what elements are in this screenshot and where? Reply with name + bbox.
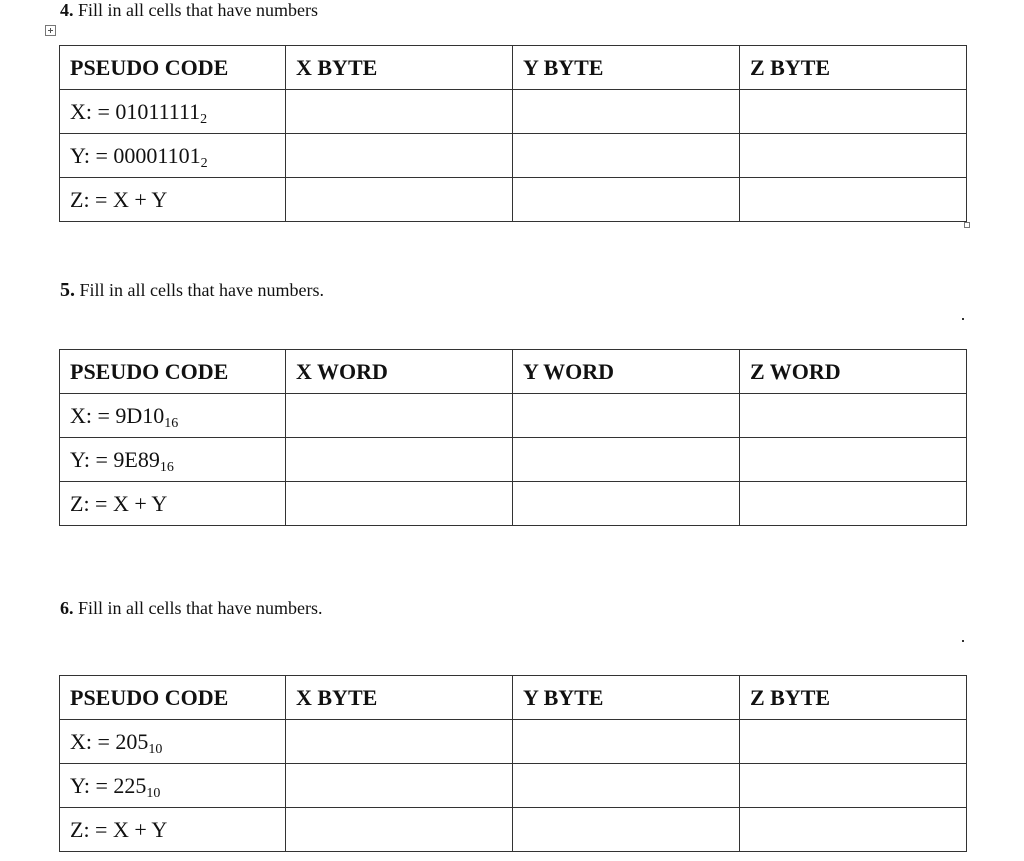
question-number: 6. xyxy=(60,598,74,618)
answer-cell-z[interactable] xyxy=(740,438,967,482)
answer-cell-z[interactable] xyxy=(740,808,967,852)
question-5-heading xyxy=(60,279,324,302)
answer-cell-z[interactable] xyxy=(740,90,967,134)
expression: X: = 9D10 xyxy=(70,402,165,428)
answer-cell-z[interactable] xyxy=(740,764,967,808)
table-row xyxy=(60,178,967,222)
question-number: 4. xyxy=(60,0,74,20)
table-q6 xyxy=(59,675,967,852)
answer-cell-y[interactable] xyxy=(513,764,740,808)
base-subscript: 2 xyxy=(200,111,208,127)
base-subscript: 16 xyxy=(159,459,174,475)
answer-cell-y[interactable] xyxy=(513,394,740,438)
header-x: X BYTE xyxy=(286,676,513,720)
expression: Y: = 225 xyxy=(70,772,147,798)
pseudo-code-cell xyxy=(60,178,286,222)
expression: Z: = X + Y xyxy=(70,816,168,842)
pseudo-code-cell xyxy=(60,764,286,808)
pseudo-code-cell xyxy=(60,482,286,526)
header-y: Y BYTE xyxy=(513,46,740,90)
answer-cell-y[interactable] xyxy=(513,438,740,482)
header-y: Y WORD xyxy=(513,350,740,394)
table-row xyxy=(60,134,967,178)
answer-cell-y[interactable] xyxy=(513,720,740,764)
question-prompt: Fill in all cells that have numbers. xyxy=(79,280,324,300)
header-pseudo-code: PSEUDO CODE xyxy=(60,350,286,394)
expression: Z: = X + Y xyxy=(70,490,168,516)
expression: X: = 205 xyxy=(70,728,149,754)
pseudo-code-cell xyxy=(60,90,286,134)
expression: Y: = 9E89 xyxy=(70,446,160,472)
answer-cell-x[interactable] xyxy=(286,178,513,222)
question-prompt: Fill in all cells that have numbers. xyxy=(78,598,323,618)
table-row xyxy=(60,720,967,764)
header-pseudo-code: PSEUDO CODE xyxy=(60,676,286,720)
header-pseudo-code: PSEUDO CODE xyxy=(60,46,286,90)
paragraph-mark xyxy=(962,318,964,320)
answer-cell-z[interactable] xyxy=(740,134,967,178)
base-subscript: 16 xyxy=(164,415,179,431)
table-row xyxy=(60,90,967,134)
question-6-heading xyxy=(60,598,322,619)
pseudo-code-cell xyxy=(60,808,286,852)
table-row xyxy=(60,438,967,482)
answer-cell-x[interactable] xyxy=(286,394,513,438)
question-prompt: Fill in all cells that have numbers xyxy=(78,0,318,20)
table-q5 xyxy=(59,349,967,526)
pseudo-code-cell xyxy=(60,134,286,178)
table-resize-handle-icon[interactable] xyxy=(964,222,970,228)
header-x: X BYTE xyxy=(286,46,513,90)
answer-cell-x[interactable] xyxy=(286,720,513,764)
answer-cell-z[interactable] xyxy=(740,394,967,438)
expression: X: = 01011111 xyxy=(70,98,201,124)
header-z: Z BYTE xyxy=(740,46,967,90)
pseudo-code-cell xyxy=(60,720,286,764)
pseudo-code-cell xyxy=(60,438,286,482)
question-4-heading xyxy=(60,0,318,21)
base-subscript: 10 xyxy=(148,741,163,757)
answer-cell-x[interactable] xyxy=(286,482,513,526)
question-number: 5. xyxy=(60,279,75,301)
header-z: Z WORD xyxy=(740,350,967,394)
expression: Y: = 00001101 xyxy=(70,142,201,168)
base-subscript: 10 xyxy=(146,785,161,801)
header-x: X WORD xyxy=(286,350,513,394)
answer-cell-x[interactable] xyxy=(286,438,513,482)
answer-cell-y[interactable] xyxy=(513,482,740,526)
table-q4 xyxy=(59,45,967,222)
paragraph-mark xyxy=(962,640,964,642)
table-row xyxy=(60,394,967,438)
header-y: Y BYTE xyxy=(513,676,740,720)
answer-cell-y[interactable] xyxy=(513,808,740,852)
answer-cell-x[interactable] xyxy=(286,808,513,852)
answer-cell-y[interactable] xyxy=(513,90,740,134)
pseudo-code-cell xyxy=(60,394,286,438)
expression: Z: = X + Y xyxy=(70,186,168,212)
table-header-row xyxy=(60,350,967,394)
answer-cell-x[interactable] xyxy=(286,764,513,808)
answer-cell-x[interactable] xyxy=(286,134,513,178)
answer-cell-z[interactable] xyxy=(740,720,967,764)
table-move-handle-icon[interactable] xyxy=(45,25,56,36)
answer-cell-y[interactable] xyxy=(513,178,740,222)
answer-cell-z[interactable] xyxy=(740,178,967,222)
answer-cell-z[interactable] xyxy=(740,482,967,526)
table-header-row xyxy=(60,46,967,90)
base-subscript: 2 xyxy=(200,155,208,171)
header-z: Z BYTE xyxy=(740,676,967,720)
table-header-row xyxy=(60,676,967,720)
answer-cell-x[interactable] xyxy=(286,90,513,134)
table-row xyxy=(60,764,967,808)
answer-cell-y[interactable] xyxy=(513,134,740,178)
table-row xyxy=(60,482,967,526)
table-row xyxy=(60,808,967,852)
